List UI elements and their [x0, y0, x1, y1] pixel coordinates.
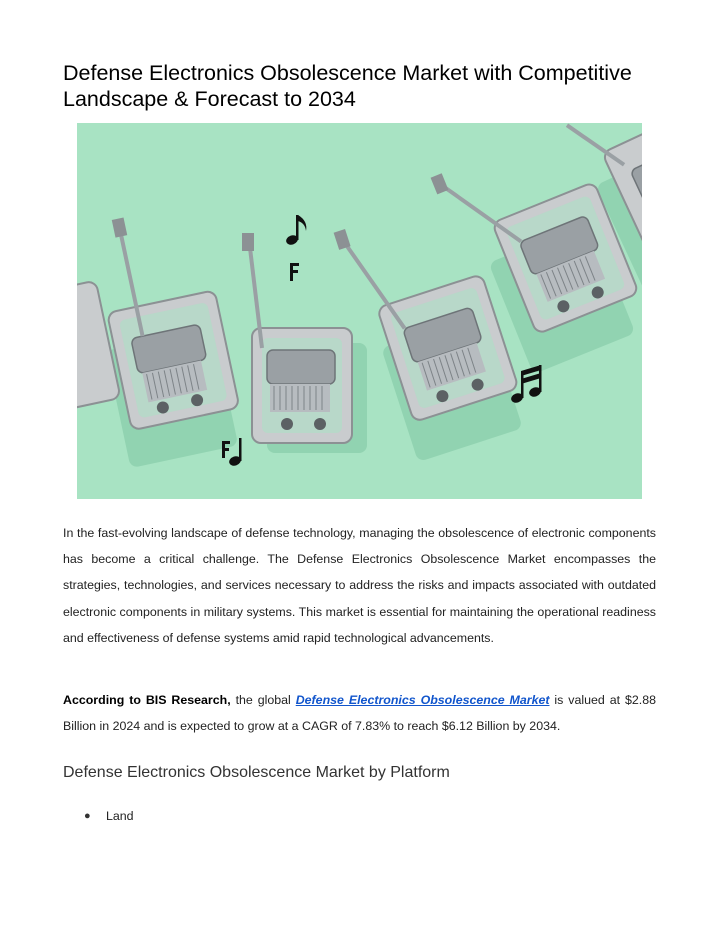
- hero-image: [77, 123, 642, 499]
- intro-paragraph: In the fast-evolving landscape of defense technology, managing the obsolescence of electronic components has become a critical challenge. The Defense Electronics Obsolescence Market encompasses the strategies, technologies, and services necessary to address the risks and impacts associated with outdated electronic components in military systems. This market is essential for maintaining the operational readiness and effectiveness of defense systems amid rapid technological advancements.: [63, 526, 656, 645]
- list-item: [84, 806, 134, 826]
- bullet-icon: ●: [84, 810, 91, 822]
- section-heading: Defense Electronics Obsolescence Market by Platform: [63, 764, 450, 781]
- platform-list: [84, 806, 134, 826]
- source-attribution: According to BIS Research,: [63, 693, 231, 707]
- paragraph-text-segment: the global: [230, 693, 296, 707]
- paragraph-text-segment: is valued at $2.88 Billion in 2024 and is expected to grow at a CAGR of 7.83% to reach $6.12 Billion by 2034.: [63, 693, 656, 734]
- market-size-paragraph: [63, 687, 656, 739]
- market-report-link[interactable]: Defense Electronics Obsolescence Market: [295, 693, 550, 707]
- page-title: Defense Electronics Obsolescence Market with Competitive Landscape & Forecast to 2034: [63, 61, 632, 111]
- list-item-label: Land: [106, 809, 134, 823]
